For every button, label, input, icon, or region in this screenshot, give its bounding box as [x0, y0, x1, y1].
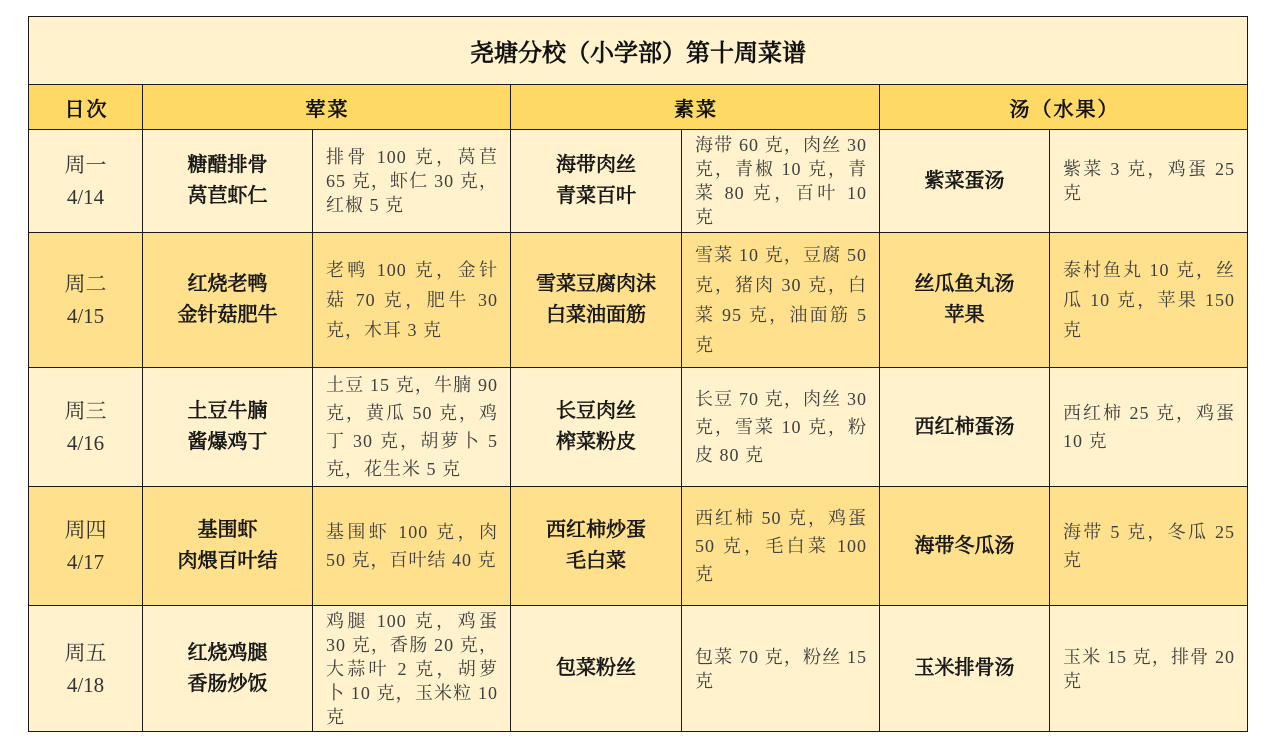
soup-dishes-cell	[880, 606, 1050, 732]
dish-name: 榨菜粉皮	[556, 431, 636, 453]
meat-dishes-cell	[143, 487, 313, 606]
soup-ingredients-cell	[1050, 606, 1248, 732]
dish-name: 毛白菜	[566, 550, 626, 572]
meat-dishes-cell	[143, 233, 313, 368]
weekday-label: 周一	[64, 153, 107, 177]
ingredients-text: 排骨 100 克，莴苣 65 克，虾仁 30 克，红椒 5 克	[326, 147, 498, 215]
ingredients-text: 雪菜 10 克，豆腐 50 克，猪肉 30 克，白菜 95 克，油面筋 5 克	[695, 245, 867, 355]
dish-name: 红烧鸡腿	[187, 641, 268, 664]
dish-name: 香肠炒饭	[187, 672, 268, 695]
header-meat-dishes: 荤菜	[143, 85, 511, 130]
weekly-menu-table	[28, 16, 1248, 732]
soup-ingredients-cell	[1050, 233, 1248, 368]
day-cell	[29, 487, 143, 606]
vegetable-ingredients-cell	[682, 130, 880, 233]
soup-ingredients-cell	[1050, 487, 1248, 606]
vegetable-ingredients-cell	[682, 487, 880, 606]
header-vegetable-dishes: 素菜	[511, 85, 880, 130]
soup-dishes-cell	[880, 233, 1050, 368]
vegetable-ingredients-cell	[682, 606, 880, 732]
weekday-label: 周四	[64, 518, 107, 542]
soup-dishes-cell	[880, 487, 1050, 606]
soup-ingredients-cell	[1050, 368, 1248, 487]
weekday-label: 周三	[64, 399, 107, 423]
meat-ingredients-cell	[313, 606, 511, 732]
ingredients-text: 土豆 15 克，牛腩 90 克，黄瓜 50 克，鸡丁 30 克，胡萝卜 5 克，花生米 5 克	[326, 375, 498, 479]
menu-title: 尧塘分校（小学部）第十周菜谱	[29, 17, 1248, 85]
soup-dishes-cell	[880, 130, 1050, 233]
dish-name: 酱爆鸡丁	[187, 431, 268, 453]
vegetable-ingredients-cell	[682, 233, 880, 368]
dish-name: 青菜百叶	[556, 185, 636, 207]
dish-name: 莴苣虾仁	[187, 185, 268, 207]
meat-dishes-cell	[143, 130, 313, 233]
meat-ingredients-cell	[313, 368, 511, 487]
soup-dishes-cell	[880, 368, 1050, 487]
vegetable-ingredients-cell	[682, 368, 880, 487]
ingredients-text: 包菜 70 克，粉丝 15 克	[695, 646, 867, 691]
date-label: 4/17	[66, 550, 105, 574]
dish-name: 西红柿蛋汤	[914, 415, 1015, 438]
vegetable-dishes-cell	[511, 606, 682, 732]
soup-ingredients-cell	[1050, 130, 1248, 233]
dish-name: 白菜油面筋	[546, 304, 646, 326]
day-cell	[29, 130, 143, 233]
weekday-label: 周五	[64, 640, 107, 665]
dish-name: 红烧老鸭	[187, 273, 268, 295]
weekday-label: 周二	[64, 272, 107, 296]
meat-ingredients-cell	[313, 233, 511, 368]
dish-name: 金针菇肥牛	[177, 304, 278, 326]
vegetable-dishes-cell	[511, 368, 682, 487]
dish-name: 雪菜豆腐肉沫	[536, 273, 656, 295]
ingredients-text: 泰村鱼丸 10 克，丝瓜 10 克，苹果 150 克	[1063, 260, 1235, 340]
dish-name: 玉米排骨汤	[914, 657, 1015, 679]
vegetable-dishes-cell	[511, 130, 682, 233]
ingredients-text: 长豆 70 克，肉丝 30 克，雪菜 10 克，粉皮 80 克	[695, 389, 867, 465]
header-day: 日次	[29, 85, 143, 130]
dish-name: 西红柿炒蛋	[546, 519, 646, 541]
date-label: 4/15	[66, 304, 105, 328]
date-label: 4/18	[66, 672, 105, 697]
ingredients-text: 西红柿 25 克，鸡蛋 10 克	[1063, 403, 1235, 451]
day-cell	[29, 233, 143, 368]
dish-name: 苹果	[944, 304, 985, 326]
vegetable-dishes-cell	[511, 487, 682, 606]
ingredients-text: 基围虾 100 克，肉 50 克，百叶结 40 克	[326, 522, 498, 570]
dish-name: 包菜粉丝	[556, 657, 636, 679]
day-cell	[29, 368, 143, 487]
ingredients-text: 海带 60 克，肉丝 30 克，青椒 10 克，青菜 80 克，百叶 10 克	[695, 135, 867, 227]
date-label: 4/16	[66, 431, 105, 455]
ingredients-text: 西红柿 50 克，鸡蛋 50 克，毛白菜 100 克	[695, 508, 867, 584]
dish-name: 基围虾	[197, 519, 258, 541]
ingredients-text: 老鸭 100 克，金针菇 70 克，肥牛 30 克，木耳 3 克	[326, 260, 498, 340]
dish-name: 海带冬瓜汤	[914, 534, 1015, 557]
dish-name: 肉煨百叶结	[177, 550, 278, 572]
ingredients-text: 紫菜 3 克，鸡蛋 25 克	[1063, 159, 1235, 203]
dish-name: 紫菜蛋汤	[924, 169, 1005, 192]
header-soup-fruit: 汤（水果）	[880, 85, 1248, 130]
meat-dishes-cell	[143, 368, 313, 487]
ingredients-text: 海带 5 克，冬瓜 25 克	[1063, 522, 1235, 570]
dish-name: 糖醋排骨	[187, 154, 268, 176]
ingredients-text: 玉米 15 克，排骨 20 克	[1063, 646, 1235, 691]
day-cell	[29, 606, 143, 732]
dish-name: 海带肉丝	[556, 154, 636, 176]
ingredients-text: 鸡腿 100 克，鸡蛋 30 克，香肠 20 克，大蒜叶 2 克，胡萝卜 10 克，玉米粒 10 克	[326, 610, 498, 727]
meat-ingredients-cell	[313, 130, 511, 233]
date-label: 4/14	[66, 185, 105, 209]
vegetable-dishes-cell	[511, 233, 682, 368]
dish-name: 土豆牛腩	[187, 400, 268, 422]
meat-ingredients-cell	[313, 487, 511, 606]
dish-name: 丝瓜鱼丸汤	[914, 273, 1015, 295]
dish-name: 长豆肉丝	[556, 400, 636, 422]
meat-dishes-cell	[143, 606, 313, 732]
